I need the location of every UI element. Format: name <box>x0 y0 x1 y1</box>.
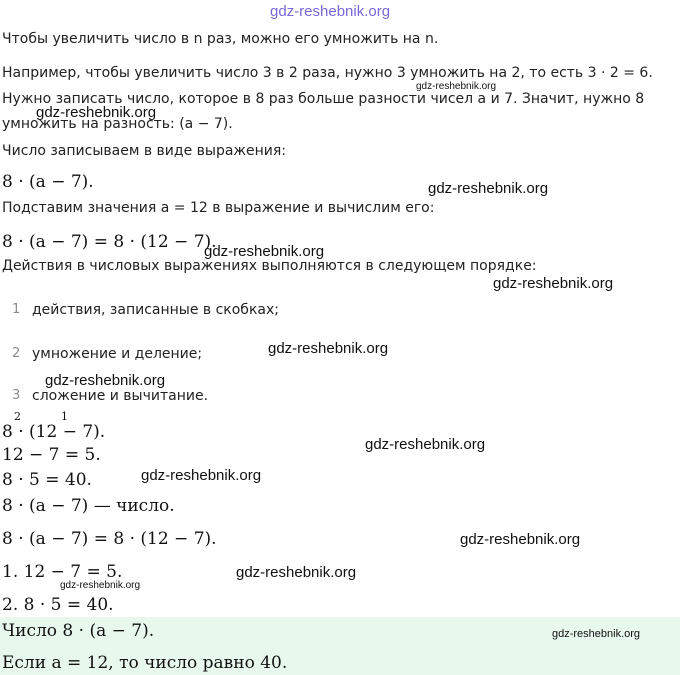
list-item-number: 2 <box>12 346 21 361</box>
answer-line-1: Число 8 · (a − 7). <box>2 621 155 641</box>
paragraph-substitute: Подставим значения a = 12 в выражение и вычислим его: <box>2 200 435 216</box>
list-item: действия, записанные в скобках; <box>32 302 279 318</box>
list-item: умножение и деление; <box>32 346 203 362</box>
step-multiplication: 8 · 5 = 40. <box>2 470 92 490</box>
short-step-1: 1. 12 − 7 = 5. <box>2 562 123 582</box>
watermark: gdz-reshebnik.org <box>60 580 141 591</box>
expression-with-order: 8 · (12 − 7). <box>2 422 106 442</box>
watermark: gdz-reshebnik.org <box>493 275 614 292</box>
paragraph-example: Например, чтобы увеличить число 3 в 2 раза, нужно 3 умножить на 2, то есть 3 · 2 = 6. <box>2 65 653 81</box>
paragraph-order: Действия в числовых выражениях выполняются в следующем порядке: <box>2 258 537 274</box>
short-step-2: 2. 8 · 5 = 40. <box>2 595 114 615</box>
list-item-number: 1 <box>12 302 21 317</box>
step-subtraction: 12 − 7 = 5. <box>2 445 101 465</box>
watermark: gdz-reshebnik.org <box>141 467 262 484</box>
paragraph-task-line1: Нужно записать число, которое в 8 раз больше разности чисел a и 7. Значит, нужно 8 <box>2 91 645 107</box>
watermark: gdz-reshebnik.org <box>428 180 549 197</box>
expression-substituted: 8 · (a − 7) = 8 · (12 − 7). <box>2 232 217 252</box>
watermark: gdz-reshebnik.org <box>45 372 166 389</box>
site-watermark-top[interactable]: gdz-reshebnik.org <box>270 3 391 20</box>
watermark: gdz-reshebnik.org <box>204 243 325 260</box>
list-item: сложение и вычитание. <box>32 388 209 404</box>
watermark: gdz-reshebnik.org <box>36 104 157 121</box>
watermark: gdz-reshebnik.org <box>552 628 641 640</box>
list-item-number: 3 <box>12 388 21 403</box>
answer-line-2: Если a = 12, то число равно 40. <box>2 653 288 673</box>
watermark: gdz-reshebnik.org <box>236 564 357 581</box>
short-expression: 8 · (a − 7) — число. <box>2 496 175 516</box>
paragraph-rule: Чтобы увеличить число в n раз, можно его умножить на n. <box>2 31 439 47</box>
watermark: gdz-reshebnik.org <box>416 81 497 92</box>
operation-order-mark: 2 <box>14 410 21 423</box>
paragraph-task-line2: умножить на разность: (a − 7). <box>2 116 233 132</box>
watermark: gdz-reshebnik.org <box>460 531 581 548</box>
short-substitution: 8 · (a − 7) = 8 · (12 − 7). <box>2 529 217 549</box>
watermark: gdz-reshebnik.org <box>268 340 389 357</box>
watermark: gdz-reshebnik.org <box>365 436 486 453</box>
operation-order-mark: 1 <box>61 410 68 423</box>
paragraph-write-expression: Число записываем в виде выражения: <box>2 143 287 159</box>
expression-main: 8 · (a − 7). <box>2 172 94 192</box>
